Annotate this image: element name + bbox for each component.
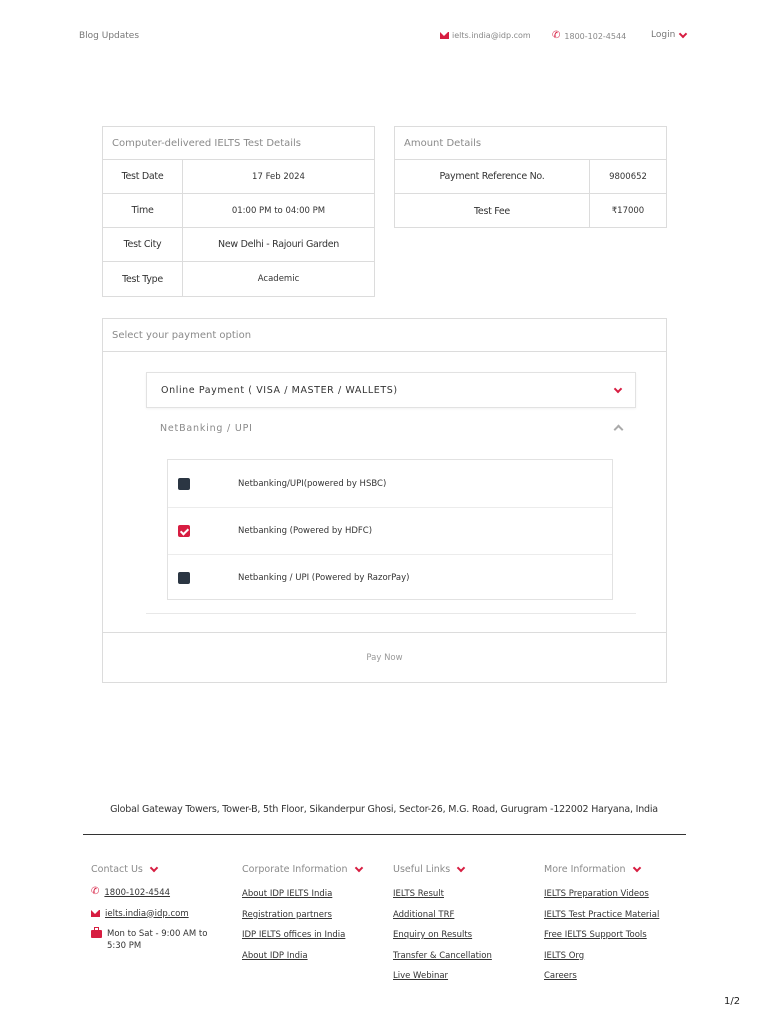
link-about-idp-ielts-india[interactable]: About IDP IELTS India bbox=[242, 889, 333, 899]
table-row bbox=[103, 194, 374, 228]
option-razorpay[interactable] bbox=[168, 554, 612, 601]
chevron-down-icon bbox=[354, 863, 362, 871]
online-payment-label: Online Payment ( VISA / MASTER / WALLETS) bbox=[161, 384, 398, 396]
footer-email-text: ielts.india@idp.com bbox=[105, 908, 189, 919]
briefcase-icon bbox=[91, 930, 102, 938]
test-type-value: Academic bbox=[257, 274, 300, 284]
footer-address: Global Gateway Towers, Tower-B, 5th Floor, Sikanderpur Ghosi, Sector-26, M.G. Road, Gurugram -122002 Haryana, India bbox=[110, 804, 658, 815]
checkbox-hdfc[interactable] bbox=[178, 525, 190, 537]
footer-hours-text: Mon to Sat - 9:00 AM to 5:30 PM bbox=[107, 929, 208, 951]
option-razorpay-label: Netbanking / UPI (Powered by RazorPay) bbox=[238, 573, 410, 583]
netbanking-accordion bbox=[146, 413, 636, 614]
payment-title: Select your payment option bbox=[103, 319, 666, 352]
netbanking-header[interactable] bbox=[146, 413, 636, 443]
envelope-icon bbox=[440, 32, 449, 39]
footer-hours bbox=[91, 928, 221, 949]
option-hsbc[interactable] bbox=[168, 460, 612, 507]
header-email[interactable] bbox=[440, 31, 531, 40]
link-transfer-cancellation[interactable]: Transfer & Cancellation bbox=[393, 950, 492, 961]
contact-us-heading-label: Contact Us bbox=[91, 863, 143, 875]
test-details-title: Computer-delivered IELTS Test Details bbox=[103, 127, 374, 160]
table-row bbox=[103, 160, 374, 194]
blog-updates-link[interactable]: Blog Updates bbox=[79, 31, 140, 41]
checkbox-hsbc[interactable] bbox=[178, 478, 190, 490]
phone-icon: ✆ bbox=[91, 886, 100, 897]
test-fee-key: Test Fee bbox=[395, 194, 590, 228]
amount-details-table bbox=[394, 126, 667, 228]
footer-useful-links-column bbox=[393, 862, 492, 990]
option-hdfc[interactable] bbox=[168, 507, 612, 554]
link-practice-material[interactable]: IELTS Test Practice Material bbox=[544, 909, 660, 920]
footer-divider bbox=[83, 834, 686, 835]
payment-reference-value: 9800652 bbox=[609, 171, 647, 182]
page-number: 1/2 bbox=[724, 996, 741, 1007]
chevron-down-icon bbox=[679, 29, 687, 37]
corporate-info-heading[interactable] bbox=[242, 862, 362, 876]
footer-email[interactable] bbox=[91, 908, 221, 929]
corporate-info-heading-label: Corporate Information bbox=[242, 863, 348, 875]
payment-options-panel bbox=[102, 318, 667, 683]
test-city-key: Test City bbox=[103, 228, 183, 261]
chevron-up-icon bbox=[614, 425, 624, 435]
netbanking-options-list bbox=[167, 459, 613, 600]
netbanking-label: NetBanking / UPI bbox=[160, 422, 253, 434]
login-menu[interactable] bbox=[651, 30, 686, 40]
table-row bbox=[395, 160, 666, 194]
time-key: Time bbox=[103, 194, 183, 227]
useful-links-heading[interactable] bbox=[393, 862, 492, 876]
link-idp-ielts-offices[interactable]: IDP IELTS offices in India bbox=[242, 930, 346, 940]
footer-corporate-column bbox=[242, 862, 362, 969]
link-additional-trf[interactable]: Additional TRF bbox=[393, 909, 455, 920]
header-phone-text: 1800-102-4544 bbox=[564, 31, 627, 41]
link-ielts-result[interactable]: IELTS Result bbox=[393, 889, 444, 899]
table-row bbox=[103, 228, 374, 262]
top-bar bbox=[0, 0, 768, 72]
header-email-text: ielts.india@idp.com bbox=[452, 31, 531, 40]
online-payment-accordion[interactable] bbox=[146, 372, 636, 408]
footer-phone[interactable] bbox=[91, 887, 221, 908]
test-details-table bbox=[102, 126, 375, 297]
test-date-value: 17 Feb 2024 bbox=[252, 171, 305, 182]
link-careers[interactable]: Careers bbox=[544, 971, 577, 981]
checkbox-razorpay[interactable] bbox=[178, 572, 190, 584]
link-support-tools[interactable]: Free IELTS Support Tools bbox=[544, 930, 647, 940]
chevron-down-icon bbox=[614, 384, 622, 392]
payment-reference-key: Payment Reference No. bbox=[395, 160, 590, 193]
header-phone[interactable] bbox=[552, 31, 626, 41]
test-date-key: Test Date bbox=[103, 160, 183, 193]
table-row bbox=[395, 194, 666, 228]
link-about-idp-india[interactable]: About IDP India bbox=[242, 950, 308, 961]
more-info-heading-label: More Information bbox=[544, 863, 626, 875]
more-info-heading[interactable] bbox=[544, 862, 659, 876]
link-ielts-org[interactable]: IELTS Org bbox=[544, 950, 585, 961]
contact-us-heading[interactable] bbox=[91, 862, 221, 876]
footer-phone-text: 1800-102-4544 bbox=[104, 888, 171, 898]
link-enquiry-on-results[interactable]: Enquiry on Results bbox=[393, 930, 473, 940]
amount-details-title: Amount Details bbox=[395, 127, 666, 160]
footer-more-info-column bbox=[544, 862, 659, 990]
chevron-down-icon bbox=[150, 863, 158, 871]
chevron-down-icon bbox=[457, 863, 465, 871]
test-fee-value: ₹17000 bbox=[611, 206, 645, 216]
test-type-key: Test Type bbox=[103, 262, 183, 296]
option-hdfc-label: Netbanking (Powered by HDFC) bbox=[238, 526, 373, 536]
link-live-webinar[interactable]: Live Webinar bbox=[393, 971, 449, 981]
pay-now-button[interactable]: Pay Now bbox=[103, 632, 666, 682]
link-preparation-videos[interactable]: IELTS Preparation Videos bbox=[544, 889, 649, 899]
envelope-icon bbox=[91, 910, 100, 917]
link-registration-partners[interactable]: Registration partners bbox=[242, 909, 332, 920]
option-hsbc-label: Netbanking/UPI(powered by HSBC) bbox=[238, 478, 387, 489]
time-value: 01:00 PM to 04:00 PM bbox=[231, 205, 326, 216]
footer-contact-column bbox=[91, 862, 221, 949]
phone-icon: ✆ bbox=[552, 30, 561, 41]
table-row bbox=[103, 262, 374, 296]
useful-links-heading-label: Useful Links bbox=[393, 863, 451, 875]
chevron-down-icon bbox=[632, 863, 640, 871]
test-city-value: New Delhi - Rajouri Garden bbox=[218, 239, 339, 250]
login-label: Login bbox=[651, 30, 676, 40]
